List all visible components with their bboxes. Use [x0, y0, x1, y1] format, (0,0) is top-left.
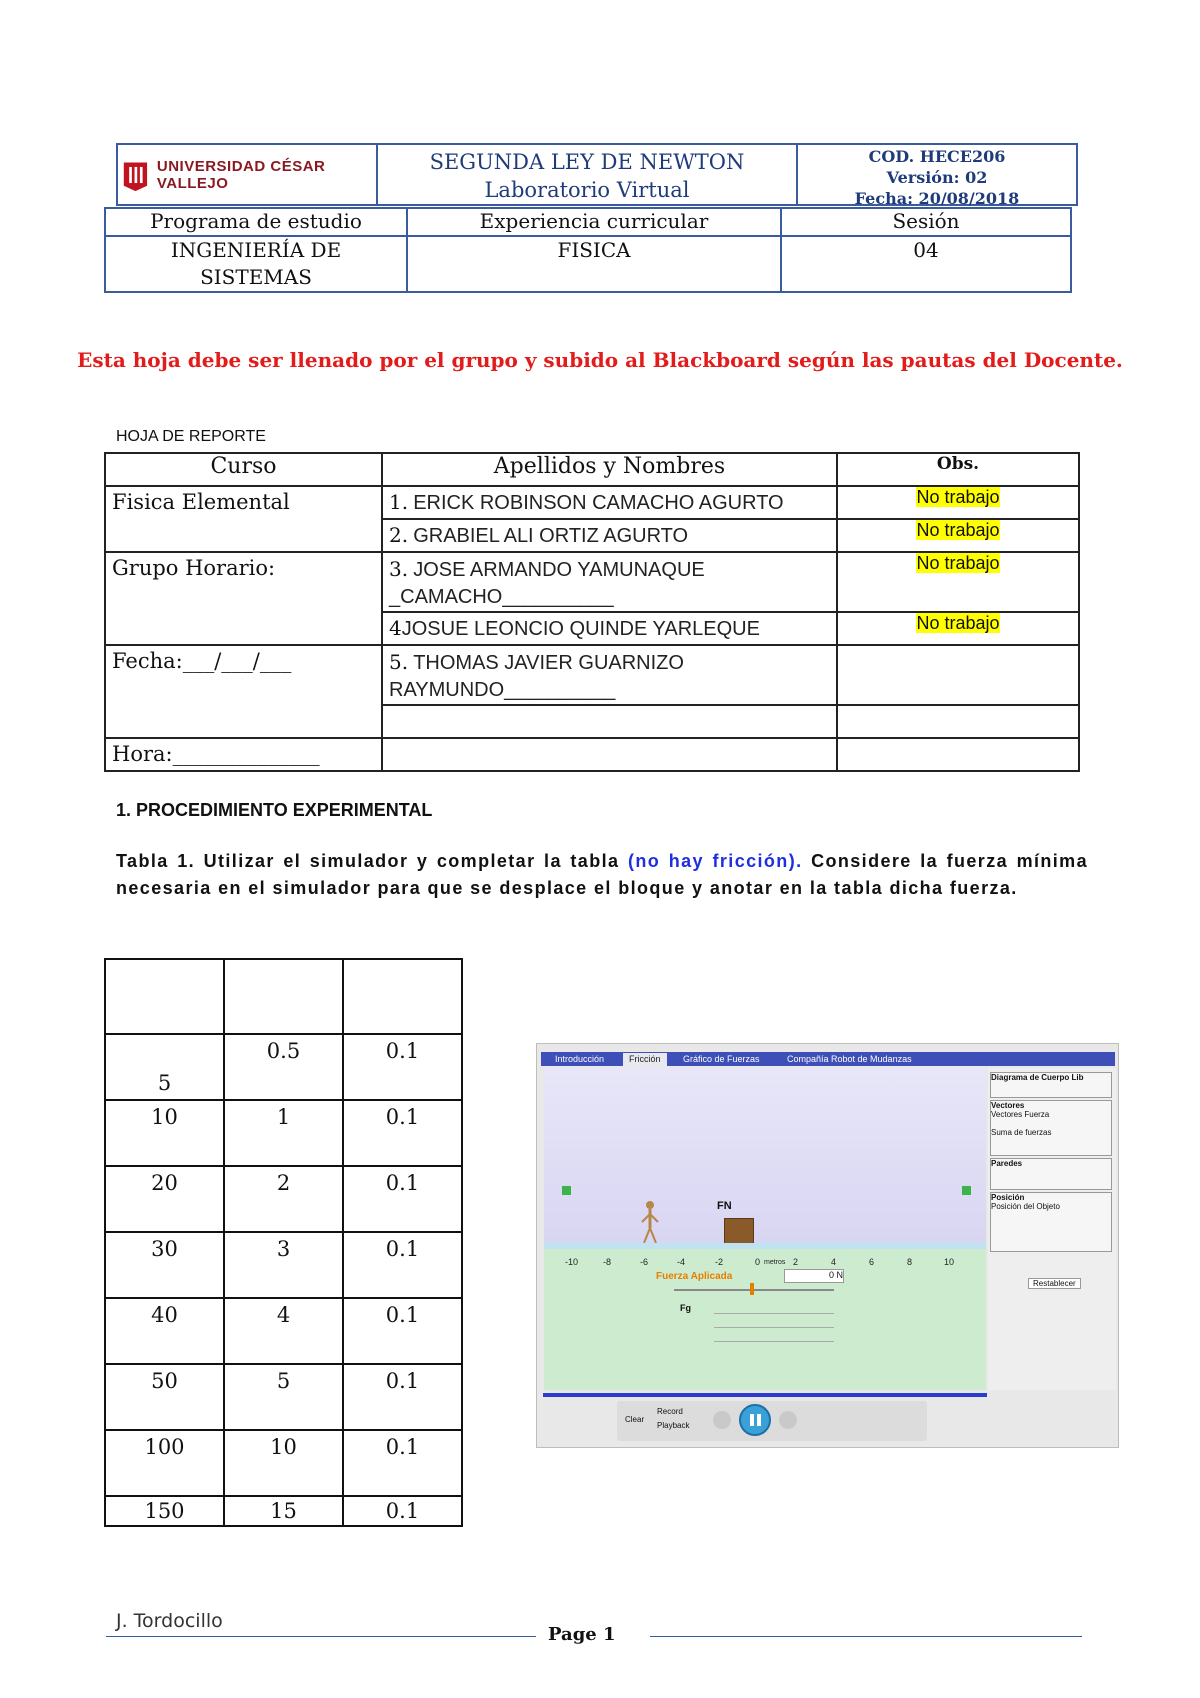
table1-cell: 10 [105, 1100, 224, 1166]
obs-highlight: No trabajo [916, 553, 1000, 573]
walls-box [990, 1158, 1112, 1190]
simulator-tab-bar [541, 1052, 1115, 1066]
step-forward-icon[interactable] [779, 1411, 797, 1429]
document-date: Fecha: 20/08/2018 [854, 189, 1020, 208]
section-title: 1. PROCEDIMIENTO EXPERIMENTAL [116, 800, 433, 820]
member-number: 5. [389, 650, 409, 674]
table1 [104, 958, 463, 1527]
obs-header: Obs. [837, 453, 1079, 486]
table1-cell: 15 [224, 1496, 343, 1526]
obs-highlight: No trabajo [916, 487, 1000, 507]
table1-cell: 150 [105, 1496, 224, 1526]
applied-force-label: Fuerza Aplicada [656, 1271, 733, 1282]
position-axis [544, 1243, 986, 1249]
instructions-lead: Tabla 1. Utilizar el simulador y completar la tabla [116, 851, 628, 871]
university-logo [118, 145, 378, 204]
table1-cell: 0.1 [343, 1166, 462, 1232]
curso-value: Fisica Elemental [105, 486, 382, 552]
applied-force-input[interactable]: 0 N [784, 1269, 844, 1283]
axis-tick: -10 [565, 1257, 579, 1267]
table1-cell: 2 [224, 1166, 343, 1232]
position-label: Posición [991, 1193, 1025, 1202]
axis-tick: -4 [677, 1257, 686, 1267]
tab-friccion[interactable]: Fricción [623, 1053, 667, 1066]
clear-button[interactable]: Clear [625, 1415, 645, 1424]
simulator-screenshot [536, 1043, 1119, 1448]
table1-cell: 10 [224, 1430, 343, 1496]
table1-cell: 0.1 [343, 1232, 462, 1298]
tab-grafico-fuerzas[interactable]: Gráfico de Fuerzas [683, 1054, 760, 1064]
applied-force-slider-thumb[interactable] [750, 1283, 754, 1295]
add-wall-right-icon[interactable] [962, 1186, 971, 1195]
table1-cell: 20 [105, 1166, 224, 1232]
member-number: 4 [389, 616, 402, 640]
program-header: Programa de estudio [105, 208, 407, 236]
member-number: 1. [389, 490, 409, 514]
simulation-stage [544, 1068, 986, 1243]
member-row [382, 552, 837, 612]
hora-label: Hora:______________ [105, 738, 382, 771]
table1-cell: 0.5 [224, 1034, 343, 1100]
report-table [104, 452, 1080, 772]
table1-header-cell[interactable] [224, 959, 343, 1034]
session-value: 04 [781, 236, 1071, 292]
footer-author: J. Tordocillo [116, 1610, 223, 1632]
table1-cell: 0.1 [343, 1298, 462, 1364]
table1-cell: 30 [105, 1232, 224, 1298]
table1-cell: 5 [105, 1034, 224, 1100]
obs-highlight: No trabajo [916, 613, 1000, 633]
vector-option-checkbox[interactable]: Vectores Fuerza [991, 1110, 1050, 1119]
member-obs [837, 519, 1079, 552]
table1-cell: 4 [224, 1298, 343, 1364]
mass-slider[interactable] [714, 1341, 834, 1342]
document-code: COD. HECE206 [868, 147, 1006, 166]
member-row [382, 645, 837, 705]
instructions-rest: Considere la fuerza mínima necesaria en el simulador para que se desplace el bloque y anotar en la tabla dicha fuerza. [116, 851, 1088, 898]
record-radio[interactable]: Record [657, 1407, 683, 1416]
member-obs [837, 645, 1079, 705]
member-number: 3. [389, 557, 409, 581]
university-name: UNIVERSIDAD CÉSAR VALLEJO [156, 157, 326, 192]
empty-obs [837, 738, 1079, 771]
member-obs [837, 486, 1079, 519]
table1-header-cell[interactable] [105, 959, 224, 1034]
footer-rule-right [650, 1636, 1082, 1637]
walls-label: Paredes [991, 1159, 1023, 1168]
panel-title: Diagrama de Cuerpo Lib [991, 1073, 1084, 1082]
program-value [105, 236, 407, 292]
person-figure-icon [640, 1200, 660, 1244]
rewind-icon[interactable] [713, 1411, 731, 1429]
table1-cell: 0.1 [343, 1100, 462, 1166]
document-header [116, 143, 1078, 206]
document-code-block [798, 145, 1076, 208]
friction-slider[interactable] [714, 1327, 834, 1328]
document-version: Versión: 02 [886, 168, 988, 187]
control-panel [988, 1068, 1116, 1390]
program-value-line2: SISTEMAS [200, 265, 312, 289]
vectors-label: Vectores [991, 1101, 1025, 1110]
table1-cell: 1 [224, 1100, 343, 1166]
free-body-diagram-box [990, 1072, 1112, 1098]
table1-cell: 0.1 [343, 1364, 462, 1430]
position-box [990, 1192, 1112, 1252]
obs-highlight: No trabajo [916, 520, 1000, 540]
table1-cell: 50 [105, 1364, 224, 1430]
member-name: THOMAS JAVIER GUARNIZO [413, 652, 684, 674]
sum-option-checkbox[interactable]: Suma de fuerzas [991, 1128, 1052, 1137]
names-header: Apellidos y Nombres [382, 453, 837, 486]
member-name: ERICK ROBINSON CAMACHO AGURTO [413, 492, 784, 514]
member-obs [837, 612, 1079, 645]
table1-cell: 0.1 [343, 1034, 462, 1100]
curso-header: Curso [105, 453, 382, 486]
position-field[interactable]: Posición del Objeto [991, 1202, 1060, 1211]
program-table [104, 207, 1072, 293]
table1-header-cell[interactable] [343, 959, 462, 1034]
member-row [382, 519, 837, 552]
friction-slider[interactable] [714, 1313, 834, 1314]
table1-cell: 0.1 [343, 1496, 462, 1526]
axis-tick: 0 [755, 1257, 761, 1267]
member-obs [837, 552, 1079, 612]
applied-force-slider[interactable] [674, 1289, 834, 1291]
table1-instructions [116, 848, 1088, 902]
axis-tick: 6 [869, 1257, 875, 1267]
member-row [382, 612, 837, 645]
axis-tick: 8 [907, 1257, 913, 1267]
axis-unit: metros [764, 1259, 786, 1266]
grupo-horario-label: Grupo Horario: [105, 552, 382, 645]
report-label: HOJA DE REPORTE [116, 428, 266, 445]
table1-cell: 40 [105, 1298, 224, 1364]
table1-cell: 3 [224, 1232, 343, 1298]
footer-rule-left [106, 1636, 536, 1637]
add-wall-left-icon[interactable] [562, 1186, 571, 1195]
table1-cell: 100 [105, 1430, 224, 1496]
title-line1: SEGUNDA LEY DE NEWTON [429, 150, 745, 174]
member-name: JOSE ARMANDO YAMUNAQUE [413, 559, 705, 581]
member-number: 2. [389, 523, 409, 547]
page-number: Page 1 [548, 1624, 616, 1645]
member-name-continued: _CAMACHO__________ [389, 586, 614, 608]
session-header: Sesión [781, 208, 1071, 236]
axis-tick: -8 [603, 1257, 612, 1267]
empty-member-row [382, 705, 837, 738]
title-line2: Laboratorio Virtual [484, 178, 690, 202]
member-name: GRABIEL ALI ORTIZ AGURTO [413, 525, 689, 547]
university-shield-icon [122, 157, 149, 193]
table1-cell: 0.1 [343, 1430, 462, 1496]
axis-tick: -6 [640, 1257, 649, 1267]
wooden-crate[interactable] [724, 1218, 754, 1246]
program-value-line1: INGENIERÍA DE [170, 238, 342, 262]
simulator-progress-bar [543, 1393, 987, 1397]
axis-tick: -2 [715, 1257, 724, 1267]
curriculum-value: FISICA [407, 236, 781, 292]
empty-obs [837, 705, 1079, 738]
tab-robot-mudanzas[interactable]: Compañía Robot de Mudanzas [787, 1054, 912, 1064]
curriculum-header: Experiencia curricular [407, 208, 781, 236]
gravity-force-label: Fg [680, 1303, 691, 1313]
vectors-box [990, 1100, 1112, 1156]
instructions-no-friction: (no hay fricción). [627, 851, 803, 871]
document-title [378, 145, 798, 204]
member-name: JOSUE LEONCIO QUINDE YARLEQUE [401, 618, 760, 640]
fecha-label: Fecha:___/___/___ [105, 645, 382, 738]
reset-button[interactable]: Restablecer [1028, 1278, 1081, 1289]
playback-radio[interactable]: Playback [657, 1421, 690, 1430]
axis-tick: 10 [944, 1257, 955, 1267]
member-name-continued: RAYMUNDO__________ [389, 679, 616, 701]
empty-member-row [382, 738, 837, 771]
axis-tick: 4 [831, 1257, 837, 1267]
table1-cell: 5 [224, 1364, 343, 1430]
pause-icon[interactable] [739, 1404, 771, 1436]
member-row [382, 486, 837, 519]
normal-force-label: FN [717, 1200, 732, 1212]
axis-tick: 2 [793, 1257, 799, 1267]
tab-introduccion[interactable]: Introducción [555, 1054, 605, 1064]
upload-notice: Esta hoja debe ser llenado por el grupo y subido al Blackboard según las pautas del Docente. [77, 348, 1123, 372]
playback-controls [617, 1401, 927, 1441]
